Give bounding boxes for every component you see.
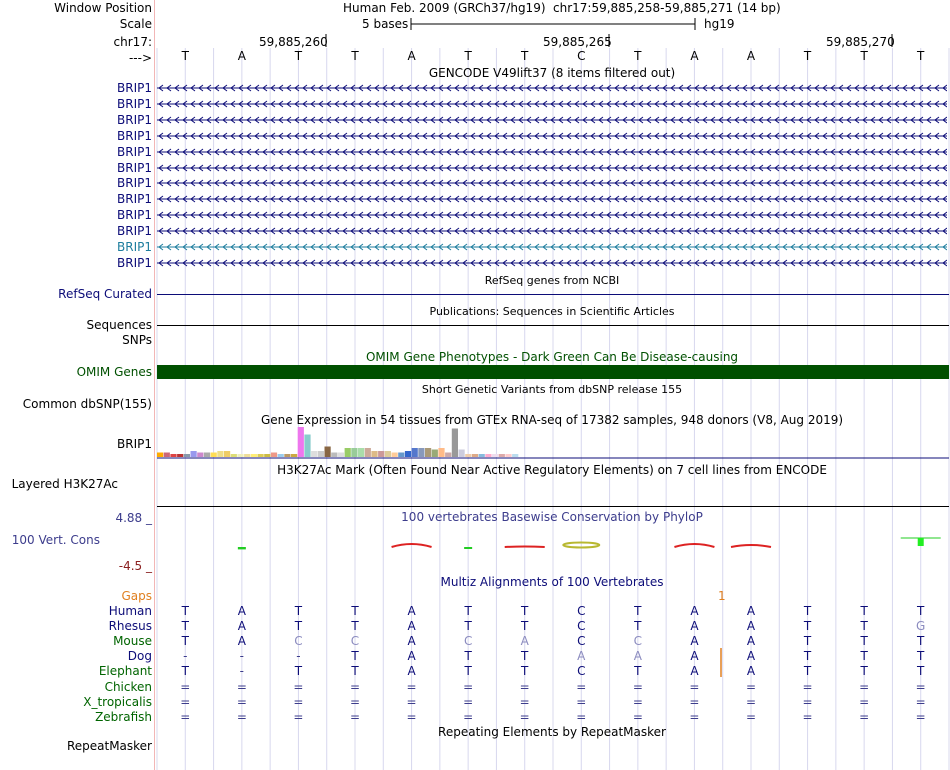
aligned-base: A xyxy=(237,604,246,618)
gtex-tissue-bar xyxy=(177,454,183,457)
tick-label-3: 59,885,270 xyxy=(826,35,895,49)
gtex-tissue-bar xyxy=(351,448,357,457)
species-label[interactable]: Elephant xyxy=(98,664,152,679)
repeatmasker-title: Repeating Elements by RepeatMasker xyxy=(438,725,666,739)
gencode-transcript[interactable] xyxy=(157,225,947,237)
phylop-mark xyxy=(238,547,246,549)
tick-label-1: 59,885,260 xyxy=(259,35,328,49)
gtex-tissue-bar xyxy=(197,453,203,458)
aligned-base: T xyxy=(351,649,359,664)
aligned-base: = xyxy=(632,679,643,694)
base-letter: A xyxy=(407,49,416,63)
gtex-tissue-bar xyxy=(385,451,391,457)
aligned-base: = xyxy=(236,694,247,709)
scale-db-text: hg19 xyxy=(704,17,735,31)
tick-marks xyxy=(0,34,950,48)
gtex-tissue-bar xyxy=(217,451,223,457)
aligned-base: = xyxy=(632,709,643,724)
base-letter: T xyxy=(351,49,359,63)
aligned-base: - xyxy=(296,649,301,664)
gencode-item-label[interactable]: BRIP1 xyxy=(117,208,152,223)
aligned-base: T xyxy=(917,634,925,649)
gtex-tissue-bar xyxy=(345,448,351,457)
aligned-base: = xyxy=(406,709,417,724)
base-letter: T xyxy=(860,49,868,63)
aligned-base: T xyxy=(860,664,868,679)
gencode-item-label[interactable]: BRIP1 xyxy=(117,255,152,270)
refseq-track-line xyxy=(157,294,949,295)
gencode-item-label[interactable]: BRIP1 xyxy=(117,128,152,143)
aligned-base: = xyxy=(349,694,361,709)
gtex-tissue-bar xyxy=(371,451,377,457)
aligned-base: = xyxy=(802,709,813,724)
aligned-base: T xyxy=(521,619,529,634)
species-label[interactable]: Zebrafish xyxy=(95,709,152,724)
aligned-base: = xyxy=(406,694,417,709)
aligned-base: T xyxy=(803,634,812,649)
omim-feature-bar[interactable] xyxy=(157,365,949,379)
aligned-base: = xyxy=(463,709,474,724)
aligned-base: T xyxy=(860,649,868,664)
aligned-base: A xyxy=(237,619,246,634)
h3k27ac-track-line xyxy=(157,506,949,507)
gencode-item-label[interactable]: BRIP1 xyxy=(117,160,152,175)
aligned-base: T xyxy=(464,649,472,664)
aligned-base: = xyxy=(236,679,247,694)
aligned-base: = xyxy=(180,709,191,724)
species-label[interactable]: Mouse xyxy=(113,634,152,649)
gtex-tissue-bar xyxy=(405,451,411,457)
aligned-base: C xyxy=(350,634,360,649)
species-label[interactable]: Rhesus xyxy=(108,619,152,634)
aligned-base: = xyxy=(689,679,700,694)
gtex-tissue-bar xyxy=(472,454,478,457)
gtex-tissue-bar xyxy=(365,448,371,457)
gtex-tissue-bar xyxy=(438,448,444,457)
gtex-tissue-bar xyxy=(164,453,170,458)
aligned-base: - xyxy=(239,664,245,679)
phylop-mark xyxy=(464,547,472,549)
gtex-tissue-bar xyxy=(184,454,190,457)
aligned-base: = xyxy=(349,679,361,694)
phylop-min-label: -4.5 _ xyxy=(118,559,152,573)
gtex-tissue-bar xyxy=(445,453,451,458)
aligned-base: T xyxy=(181,619,189,634)
aligned-base: = xyxy=(915,679,926,694)
multiz-title: Multiz Alignments of 100 Vertebrates xyxy=(440,575,664,589)
strand-arrow[interactable]: ---> xyxy=(128,51,152,65)
aligned-base: A xyxy=(407,664,416,679)
base-letter: T xyxy=(181,49,189,63)
gtex-tissue-bar xyxy=(170,454,176,457)
aligned-base: = xyxy=(802,679,813,694)
phylop-mark xyxy=(674,544,714,547)
phylop-mark xyxy=(392,544,432,547)
gtex-tissue-bar xyxy=(191,451,197,457)
gencode-item-label[interactable]: BRIP1 xyxy=(117,240,152,254)
aligned-base: = xyxy=(293,709,304,724)
gap-marker: 1 xyxy=(718,589,726,603)
aligned-base: T xyxy=(634,604,642,618)
gtex-tissue-bar xyxy=(311,451,317,457)
gtex-tissue-bar xyxy=(492,454,498,457)
aligned-base: = xyxy=(802,694,813,709)
aligned-base: T xyxy=(803,649,812,664)
aligned-base: A xyxy=(690,664,699,679)
aligned-base: T xyxy=(181,664,189,679)
gtex-tissue-bar xyxy=(485,454,491,457)
gtex-tissue-bar xyxy=(251,454,257,457)
aligned-base: C xyxy=(463,634,473,649)
h3k27ac-label[interactable]: Layered H3K27Ac xyxy=(11,477,118,491)
tick-label-2: 59,885,265 xyxy=(543,35,612,49)
window-position-label: Window Position xyxy=(54,1,152,15)
aligned-base: T xyxy=(860,634,868,649)
gtex-tissue-bar xyxy=(479,454,485,457)
aligned-base: T xyxy=(464,619,472,634)
gtex-tissue-bar xyxy=(432,450,438,458)
aligned-base: = xyxy=(576,709,587,724)
aligned-base: A xyxy=(633,649,642,664)
aligned-base: A xyxy=(746,664,756,679)
h3k27ac-title: H3K27Ac Mark (Often Found Near Active Regulatory Elements) on 7 cell lines from ENCODE xyxy=(277,463,827,477)
gtex-tissue-bar xyxy=(258,454,264,457)
aligned-base: = xyxy=(576,694,587,709)
gtex-tissue-bar xyxy=(264,454,270,457)
aligned-base: T xyxy=(917,664,925,679)
gencode-transcript[interactable] xyxy=(157,146,947,158)
scale-bar xyxy=(408,17,698,31)
gtex-tissue-bar xyxy=(271,453,277,458)
aligned-base: = xyxy=(463,694,474,709)
species-label[interactable]: Dog xyxy=(127,649,152,664)
base-letter: A xyxy=(690,49,699,63)
aligned-base: = xyxy=(406,679,417,694)
gencode-transcript[interactable] xyxy=(157,257,947,269)
gencode-title[interactable]: GENCODE V49lift37 (8 items filtered out) xyxy=(428,66,676,80)
phylop-mark xyxy=(563,543,599,548)
omim-title: OMIM Gene Phenotypes - Dark Green Can Be Disease-causing xyxy=(365,350,739,364)
aligned-base: T xyxy=(464,664,472,679)
base-letter: T xyxy=(634,49,642,63)
aligned-base: = xyxy=(689,694,700,709)
phylop-max-label: 4.88 _ xyxy=(115,511,152,525)
aligned-base: = xyxy=(745,709,757,724)
gtex-tissue-bar xyxy=(278,454,284,457)
gencode-transcript[interactable] xyxy=(157,162,947,174)
aligned-base: T xyxy=(860,604,868,618)
chrom-label: chr17: xyxy=(113,35,152,49)
base-letter: T xyxy=(464,49,472,63)
phylop-mark xyxy=(505,547,545,548)
aligned-base: - xyxy=(239,649,245,664)
aligned-base: T xyxy=(917,604,925,618)
aligned-base: T xyxy=(634,619,642,634)
aligned-base: = xyxy=(519,679,530,694)
gencode-transcript[interactable] xyxy=(157,193,947,205)
gtex-tissue-bar xyxy=(505,454,511,457)
aligned-base: T xyxy=(294,664,303,679)
aligned-base: A xyxy=(237,634,246,649)
aligned-base: T xyxy=(521,604,529,618)
gencode-item-label[interactable]: BRIP1 xyxy=(117,176,152,191)
aligned-base: A xyxy=(746,634,756,649)
gencode-transcript[interactable] xyxy=(157,241,947,253)
aligned-base: A xyxy=(690,619,699,634)
aligned-base: - xyxy=(183,649,188,664)
gencode-item-label[interactable]: BRIP1 xyxy=(117,224,152,239)
publications-title: Publications: Sequences in Scientific Articles xyxy=(429,305,675,318)
aligned-base: = xyxy=(745,679,757,694)
gencode-item-label[interactable]: BRIP1 xyxy=(117,96,152,111)
aligned-base: T xyxy=(803,619,812,634)
aligned-base: A xyxy=(746,619,756,634)
aligned-base: A xyxy=(407,649,416,664)
gtex-tissue-bar xyxy=(244,454,250,457)
gtex-tissue-bar xyxy=(418,448,424,457)
gtex-tissue-bar xyxy=(412,448,418,457)
aligned-base: C xyxy=(577,664,586,679)
aligned-base: A xyxy=(690,604,699,618)
aligned-base: T xyxy=(860,619,868,634)
gtex-tissue-bar xyxy=(325,447,331,458)
gencode-transcript[interactable] xyxy=(157,177,947,189)
position-text[interactable]: chr17:59,885,258-59,885,271 (14 bp) xyxy=(553,1,781,15)
aligned-base: C xyxy=(577,619,586,634)
phylop-label[interactable]: 100 Vert. Cons xyxy=(11,533,100,547)
phylop-plot[interactable] xyxy=(157,522,949,562)
base-letter: T xyxy=(803,49,812,63)
gtex-tissue-bar xyxy=(512,454,518,457)
gencode-item-label[interactable]: BRIP1 xyxy=(117,144,152,159)
gtex-tissue-bar xyxy=(211,453,217,458)
aligned-base: = xyxy=(236,709,247,724)
gencode-transcript[interactable] xyxy=(157,130,947,142)
aligned-base: = xyxy=(859,694,870,709)
base-letter: A xyxy=(746,49,756,63)
gtex-tissue-bar xyxy=(459,450,465,458)
scale-label: Scale xyxy=(119,17,152,31)
aligned-base: A xyxy=(407,619,416,634)
aligned-base: C xyxy=(294,634,303,649)
gtex-bar-chart[interactable] xyxy=(157,427,949,459)
aligned-base: = xyxy=(632,694,643,709)
aligned-base: A xyxy=(520,634,529,649)
gtex-label[interactable]: BRIP1 xyxy=(117,437,152,451)
scale-bar-text: 5 bases xyxy=(362,17,409,31)
base-letter: T xyxy=(294,49,303,63)
aligned-base: T xyxy=(351,664,359,679)
omim-label[interactable]: OMIM Genes xyxy=(76,365,152,379)
gtex-tissue-bar xyxy=(465,454,471,457)
gtex-tissue-bar xyxy=(224,451,230,457)
aligned-base: T xyxy=(803,604,812,618)
aligned-base: T xyxy=(181,604,189,618)
aligned-base: = xyxy=(293,694,304,709)
gencode-transcript[interactable] xyxy=(157,114,947,126)
aligned-base: = xyxy=(180,694,191,709)
insertion-marker xyxy=(718,648,724,678)
aligned-base: C xyxy=(577,604,586,618)
aligned-base: = xyxy=(349,709,361,724)
aligned-base: = xyxy=(519,694,530,709)
gtex-tissue-bar xyxy=(425,448,431,457)
aligned-base: C xyxy=(577,634,586,649)
species-label[interactable]: Human xyxy=(108,604,152,618)
species-label[interactable]: Chicken xyxy=(104,679,152,694)
base-letter: T xyxy=(917,49,925,63)
assembly-text: Human Feb. 2009 (GRCh37/hg19) xyxy=(343,1,546,15)
base-letter: A xyxy=(237,49,246,63)
aligned-base: = xyxy=(463,679,474,694)
gencode-transcript[interactable] xyxy=(157,98,947,110)
aligned-base: = xyxy=(859,679,870,694)
gencode-item-label[interactable]: BRIP1 xyxy=(117,112,152,127)
aligned-base: = xyxy=(915,709,926,724)
phylop-title: 100 vertebrates Basewise Conservation by PhyloP xyxy=(401,510,703,524)
aligned-base: A xyxy=(407,634,416,649)
gtex-tissue-bar xyxy=(398,453,404,458)
gencode-item-label[interactable]: BRIP1 xyxy=(117,81,152,95)
gtex-tissue-bar xyxy=(358,448,364,457)
label-divider xyxy=(154,0,155,770)
aligned-base: A xyxy=(746,649,756,664)
refseq-title: RefSeq genes from NCBI xyxy=(484,274,620,287)
aligned-base: A xyxy=(690,634,699,649)
aligned-base: T xyxy=(803,664,812,679)
snps-label[interactable]: SNPs xyxy=(122,333,152,347)
gtex-tissue-bar xyxy=(157,453,163,458)
publications-label[interactable]: Sequences xyxy=(86,318,152,332)
aligned-base: = xyxy=(689,709,700,724)
gtex-tissue-bar xyxy=(204,453,210,458)
aligned-base: = xyxy=(180,679,191,694)
aligned-base: A xyxy=(407,604,416,618)
gtex-tissue-bar xyxy=(291,454,297,457)
gtex-tissue-bar xyxy=(237,454,243,457)
aligned-base: T xyxy=(351,604,359,618)
aligned-base: = xyxy=(576,679,587,694)
gtex-tissue-bar xyxy=(331,453,337,458)
aligned-base: G xyxy=(916,619,926,634)
aligned-base: = xyxy=(915,694,926,709)
repeatmasker-label[interactable]: RepeatMasker xyxy=(66,739,152,753)
gencode-item-label[interactable]: BRIP1 xyxy=(117,192,152,207)
phylop-mark xyxy=(731,545,771,547)
aligned-base: T xyxy=(521,649,529,664)
gtex-title: Gene Expression in 54 tissues from GTEx RNA-seq of 17382 samples, 948 donors (V8, Aug 2019) xyxy=(260,413,844,427)
aligned-base: A xyxy=(690,649,699,664)
refseq-label[interactable]: RefSeq Curated xyxy=(58,287,152,301)
gtex-tissue-bar xyxy=(499,454,505,457)
gtex-tissue-bar xyxy=(452,429,458,458)
aligned-base: = xyxy=(859,709,870,724)
aligned-base: = xyxy=(519,709,530,724)
dbsnp-label[interactable]: Common dbSNP(155) xyxy=(22,397,152,411)
gtex-tissue-bar xyxy=(338,453,344,458)
gtex-tissue-bar xyxy=(378,451,384,457)
aligned-base: T xyxy=(294,604,303,618)
dbsnp-title: Short Genetic Variants from dbSNP release 155 xyxy=(421,383,683,396)
publications-track-line xyxy=(157,325,949,326)
gtex-tissue-bar xyxy=(304,435,310,458)
base-letter: C xyxy=(577,49,586,63)
aligned-base: = xyxy=(745,694,757,709)
gencode-transcript[interactable] xyxy=(157,82,947,94)
aligned-base: T xyxy=(351,619,359,634)
aligned-base: T xyxy=(917,649,925,664)
aligned-base: C xyxy=(633,634,643,649)
aligned-base: T xyxy=(634,664,642,679)
aligned-base: T xyxy=(181,634,189,649)
gtex-tissue-bar xyxy=(318,451,324,457)
aligned-base: T xyxy=(464,604,472,618)
aligned-base: = xyxy=(293,679,304,694)
aligned-base: T xyxy=(294,619,303,634)
phylop-mark xyxy=(918,538,924,546)
aligned-base: A xyxy=(746,604,756,618)
gaps-label[interactable]: Gaps xyxy=(121,589,152,603)
aligned-base: T xyxy=(521,664,529,679)
species-label[interactable]: X_tropicalis xyxy=(83,694,152,709)
gtex-tissue-bar xyxy=(392,453,398,458)
base-letter: T xyxy=(521,49,529,63)
aligned-base: A xyxy=(577,649,586,664)
gencode-transcript[interactable] xyxy=(157,209,947,221)
gtex-tissue-bar xyxy=(298,427,304,457)
gtex-tissue-bar xyxy=(284,454,290,457)
gtex-tissue-bar xyxy=(231,454,237,457)
